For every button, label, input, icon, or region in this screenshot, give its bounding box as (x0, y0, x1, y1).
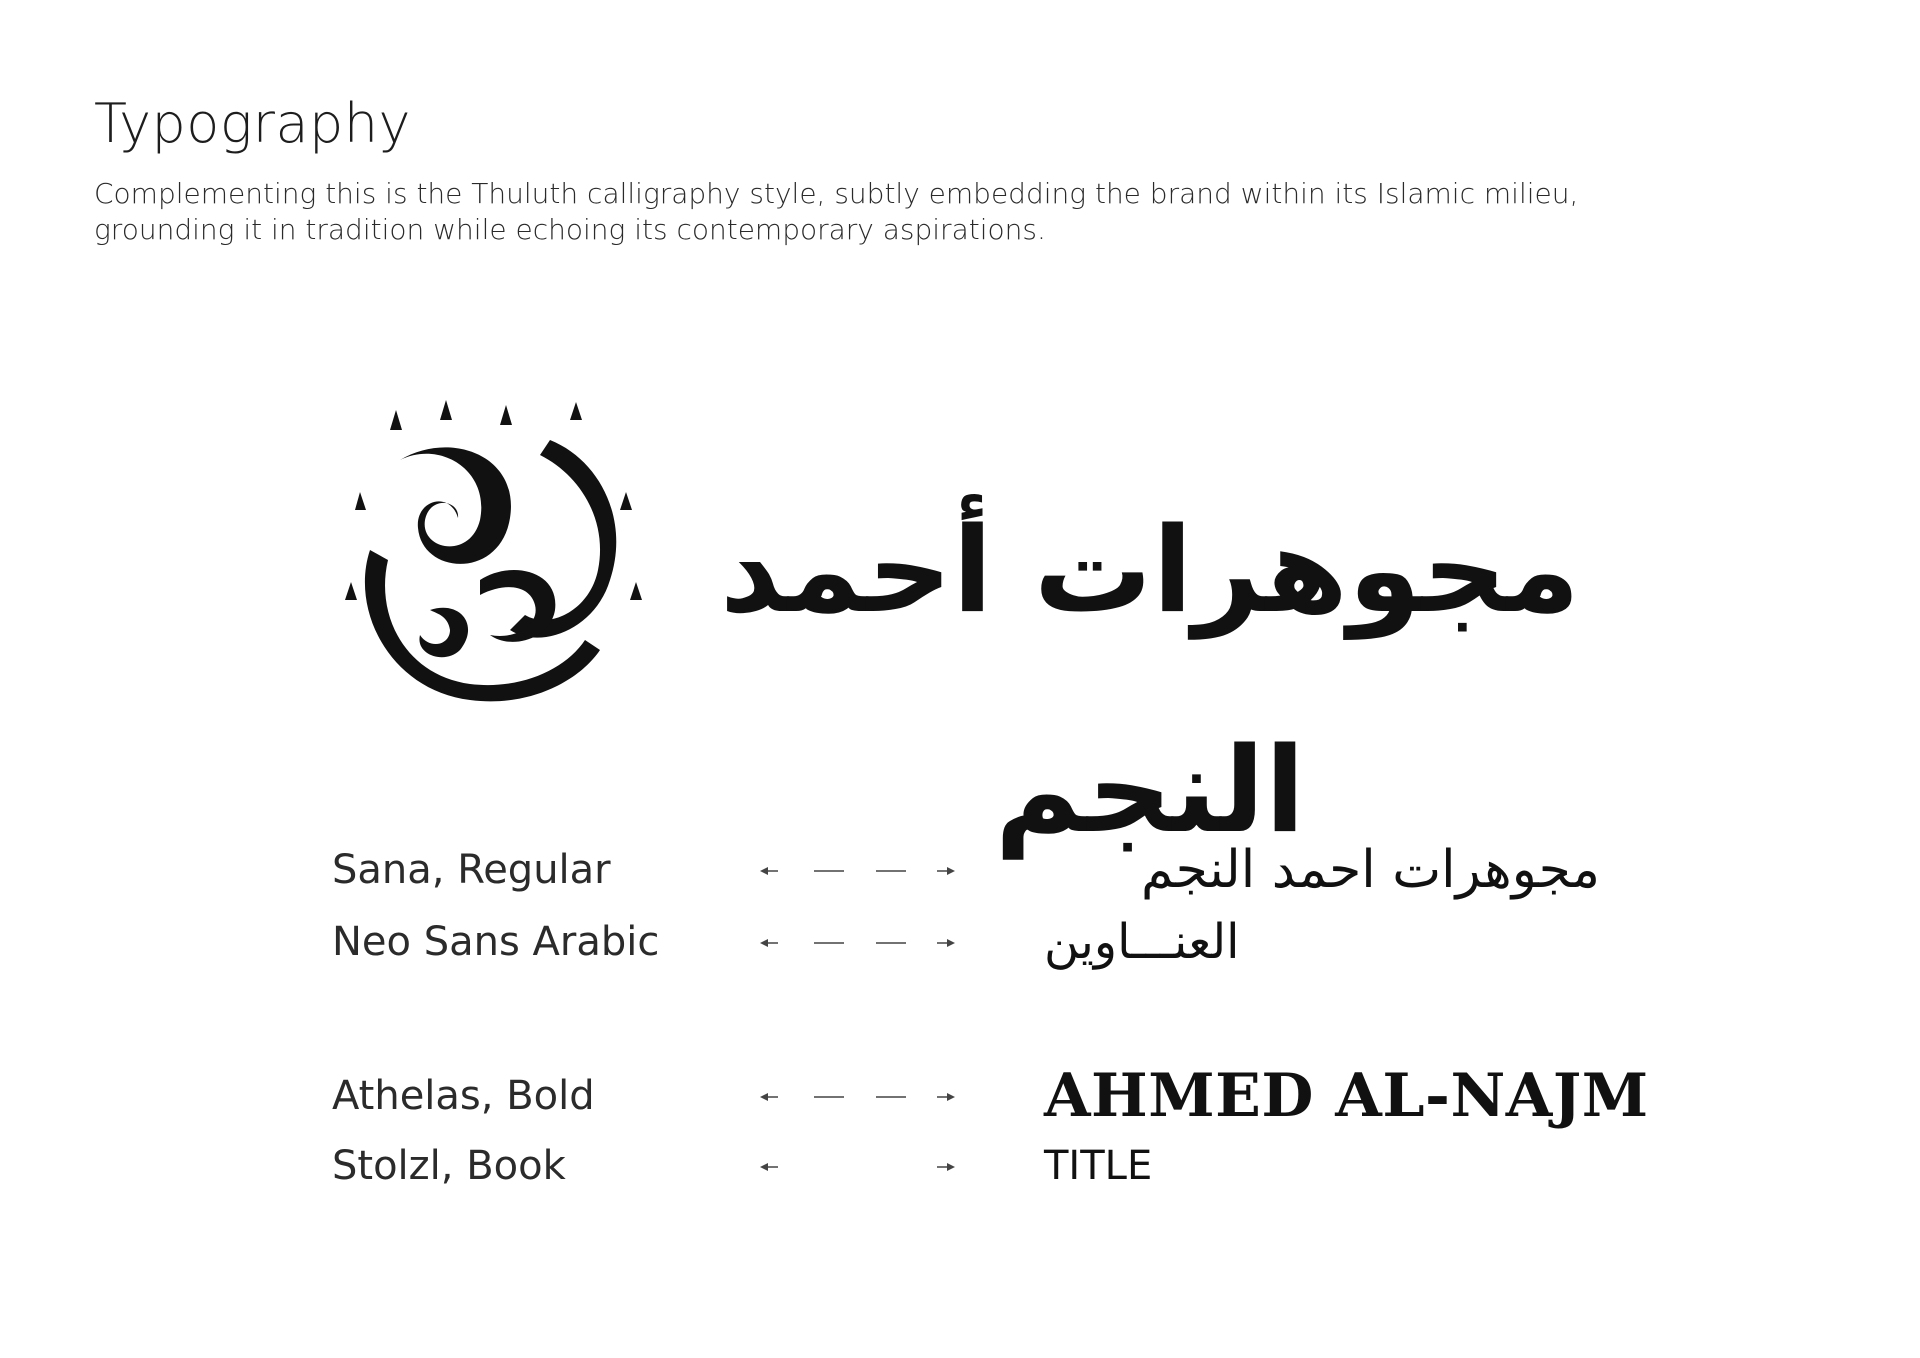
font-sample: مجوهرات احمد النجم (1141, 840, 1600, 900)
page-title: Typography (94, 92, 412, 155)
specimen-row (0, 840, 1920, 900)
intro-line: Complementing this is the Thuluth calligraphy style, subtly embedding the brand within its Islamic milieu, (94, 177, 1579, 210)
font-sample: TITLE (1044, 1143, 1153, 1189)
font-name: Stolzl, Book (332, 1143, 566, 1189)
font-sample: AHMED AL-NAJM (1044, 1061, 1649, 1131)
font-sample: العنـــاوين (1044, 914, 1240, 970)
calligraphic-monogram-icon (330, 400, 660, 730)
dashed-arrow-icon (760, 1088, 955, 1106)
intro-paragraph (94, 176, 1794, 248)
brand-logo (330, 400, 1630, 859)
dashed-arrow-icon (760, 934, 955, 952)
specimen-row (0, 1061, 1920, 1131)
font-name: Athelas, Bold (332, 1073, 595, 1119)
logo-wordmark: مجوهرات أحمد النجم (719, 501, 1581, 859)
specimen-row (0, 1136, 1920, 1196)
short-arrow-icon (760, 1158, 955, 1176)
font-name: Sana, Regular (332, 847, 611, 893)
font-name: Neo Sans Arabic (332, 919, 660, 965)
dashed-arrow-icon (760, 862, 955, 880)
specimen-row (0, 912, 1920, 972)
intro-line: grounding it in tradition while echoing its contemporary aspirations. (94, 213, 1046, 246)
